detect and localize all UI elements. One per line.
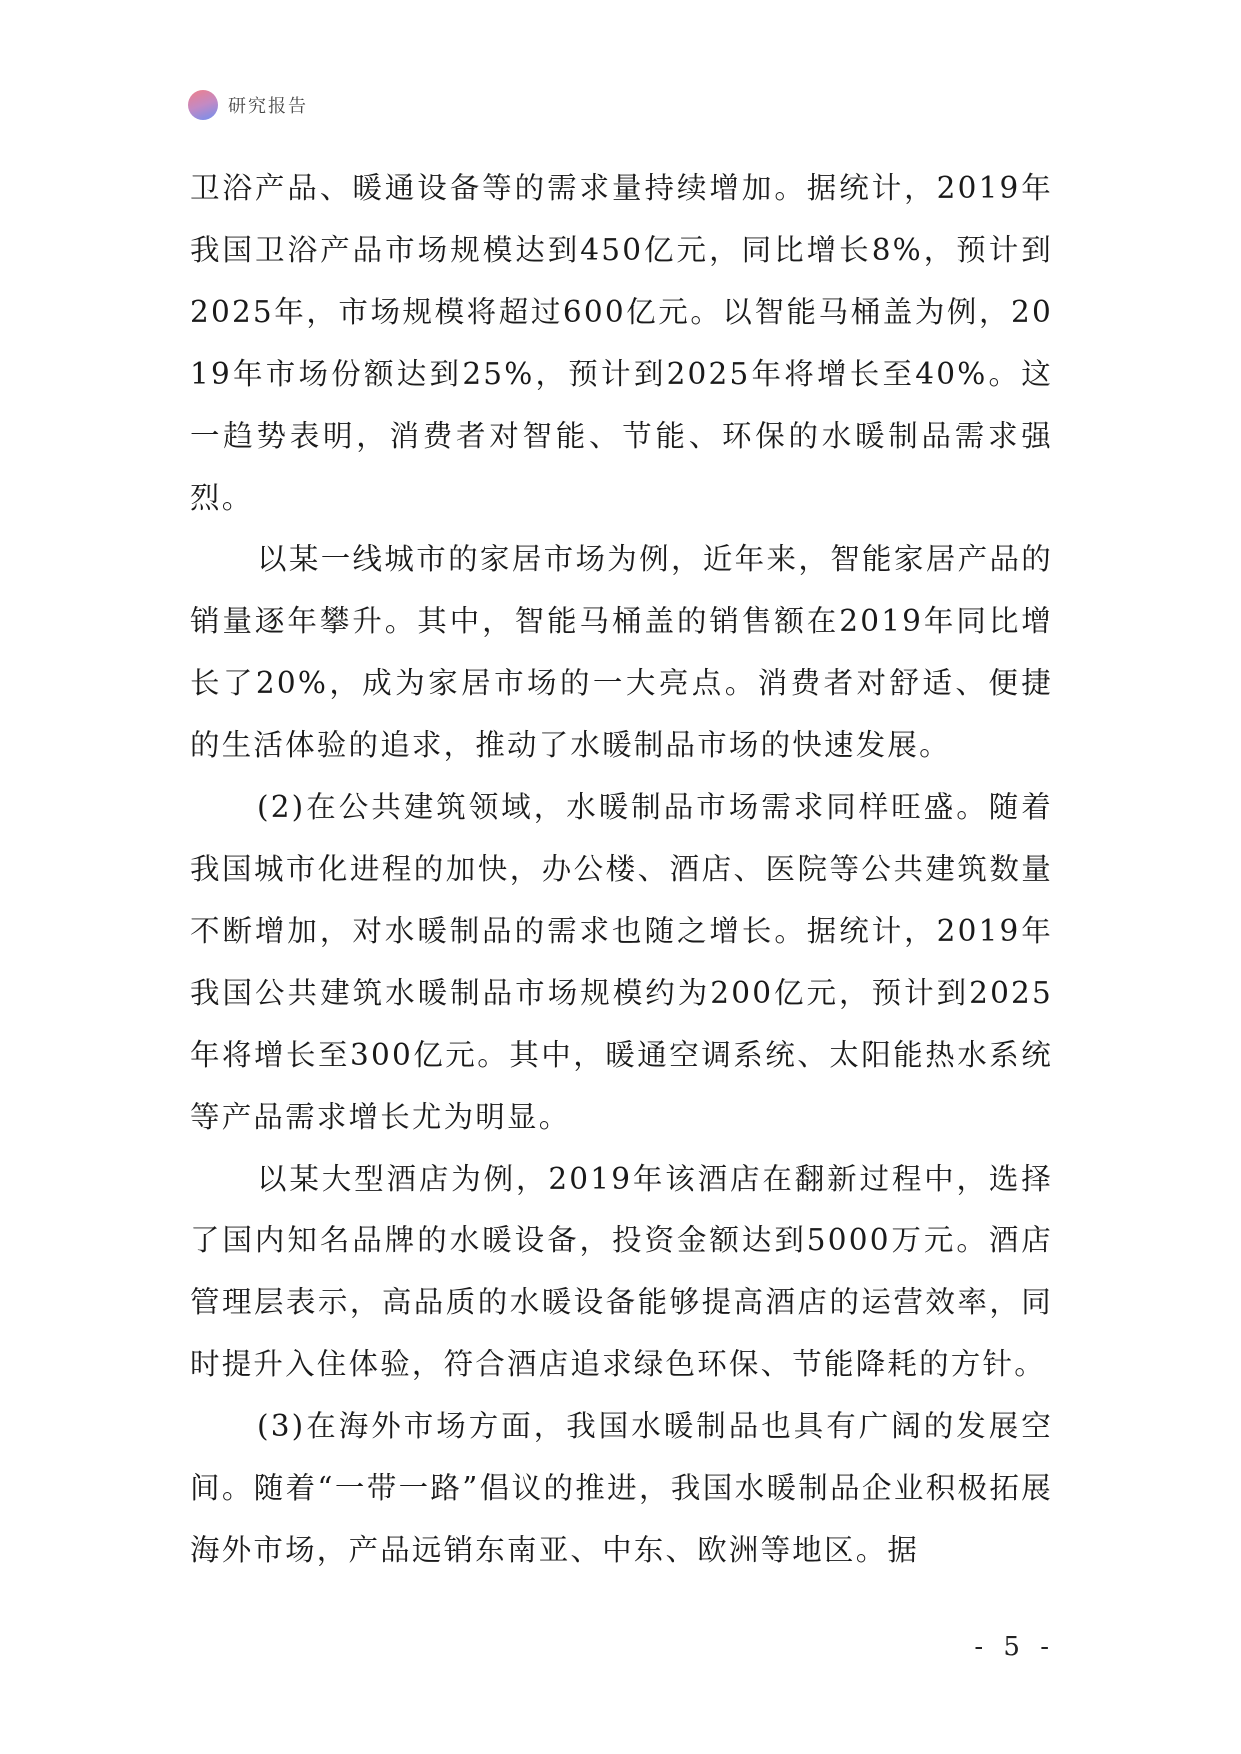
document-body [190, 158, 1053, 1582]
header-title: 研究报告 [228, 96, 308, 117]
paragraph-hotel-example: 以某大型酒店为例，2019年该酒店在翻新过程中，选择了国内知名品牌的水暖设备，投资金额达到5000万元。酒店管理层表示，高品质的水暖设备能够提高酒店的运营效率，同时提升入住体验，符合酒店追求绿色环保、节能降耗的方针。 [190, 1161, 1053, 1382]
page-number: - 5 - [974, 1632, 1055, 1662]
paragraph-city-example: 以某一线城市的家居市场为例，近年来，智能家居产品的销量逐年攀升。其中，智能马桶盖的销售额在2019年同比增长了20%，成为家居市场的一大亮点。消费者对舒适、便捷的生活体验的追求，推动了水暖制品市场的快速发展。 [190, 542, 1053, 763]
paragraph-overseas-market: (3)在海外市场方面，我国水暖制品也具有广阔的发展空间。随着“一带一路”倡议的推进，我国水暖制品企业积极拓展海外市场，产品远销东南亚、中东、欧洲等地区。据 [190, 1409, 1053, 1567]
report-logo-icon [188, 90, 218, 120]
report-header [188, 88, 308, 122]
paragraph-continued: 卫浴产品、暖通设备等的需求量持续增加。据统计，2019年我国卫浴产品市场规模达到450亿元，同比增长8%，预计到2025年，市场规模将超过600亿元。以智能马桶盖为例，2019年市场份额达到25%，预计到2025年将增长至40%。这一趋势表明，消费者对智能、节能、环保的水暖制品需求强烈。 [190, 171, 1053, 515]
paragraph-public-buildings: (2)在公共建筑领域，水暖制品市场需求同样旺盛。随着我国城市化进程的加快，办公楼、酒店、医院等公共建筑数量不断增加，对水暖制品的需求也随之增长。据统计，2019年我国公共建筑水暖制品市场规模约为200亿元，预计到2025年将增长至300亿元。其中，暖通空调系统、太阳能热水系统等产品需求增长尤为明显。 [190, 790, 1053, 1134]
